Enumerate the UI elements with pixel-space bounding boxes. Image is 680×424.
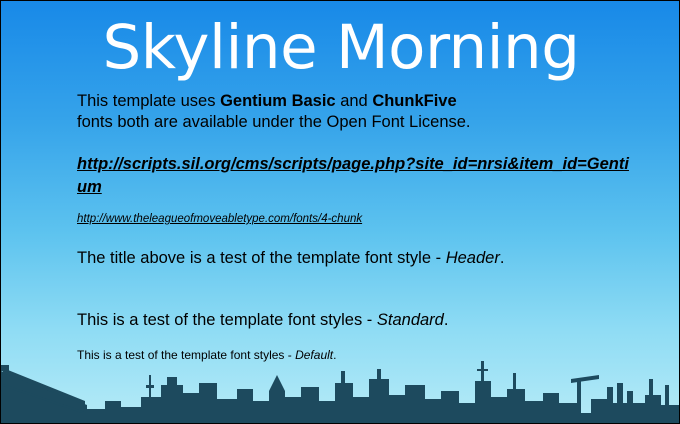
sample-header-suffix: .	[499, 249, 505, 267]
intro-text-mid: and	[335, 92, 373, 110]
intro-text-prefix: This template uses	[77, 92, 221, 110]
intro-paragraph	[77, 91, 637, 133]
gentium-license-link[interactable]: http://scripts.sil.org/cms/scripts/page.php?site_id=nrsi&item_id=Gentium	[77, 155, 629, 196]
sample-default-style-name: Default	[295, 348, 334, 362]
page-title: Skyline Morning	[102, 15, 580, 81]
sample-header-prefix: The title above is a test of the template font style -	[77, 249, 446, 267]
sample-default-suffix: .	[333, 348, 337, 362]
font-name-gentium: Gentium Basic	[220, 92, 336, 110]
sample-standard-paragraph	[77, 309, 637, 331]
sample-default-prefix: This is a test of the template font styles -	[77, 348, 296, 362]
font-name-chunkfive: ChunkFive	[372, 92, 457, 110]
sample-default-paragraph	[77, 347, 637, 364]
sample-standard-style-name: Standard	[376, 311, 444, 329]
chunkfive-font-link[interactable]: http://www.theleagueofmoveabletype.com/fonts/4-chunk	[77, 213, 363, 225]
sample-header-style-name: Header	[445, 249, 500, 267]
sample-standard-suffix: .	[443, 311, 449, 329]
sample-standard-prefix: This is a test of the template font styles -	[77, 311, 377, 329]
sample-header-paragraph	[77, 247, 637, 269]
slide-content	[1, 1, 680, 424]
intro-text-line2: fonts both are available under the Open Font License.	[77, 113, 471, 131]
